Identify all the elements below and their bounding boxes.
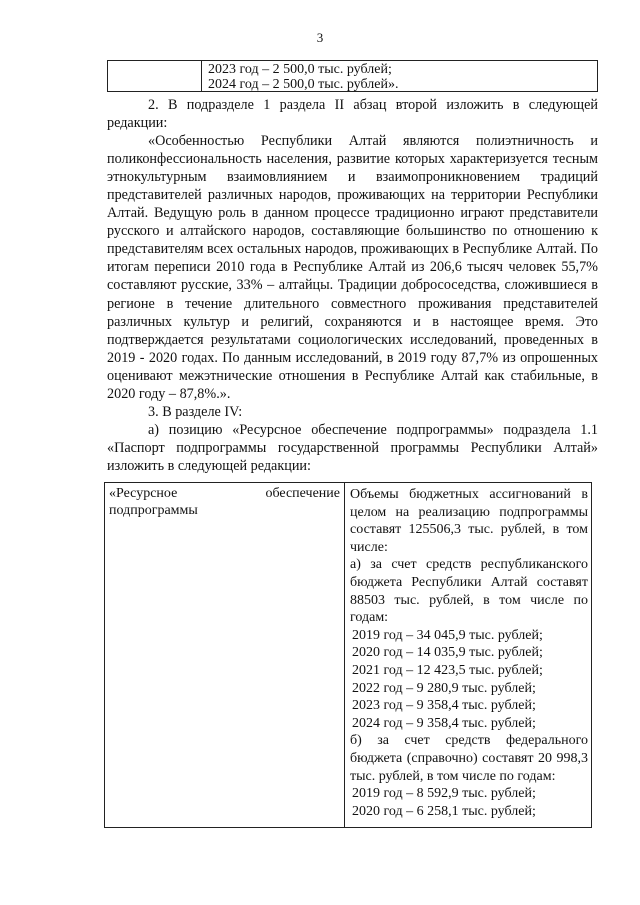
year-line: 2021 год – 12 423,5 тыс. рублей; [352, 662, 543, 678]
page-number: 3 [316, 30, 324, 45]
document-body [107, 96, 598, 475]
funding-line-2023: 2023 год – 2 500,0 тыс. рублей; [208, 62, 392, 77]
year-line: 2023 год – 9 358,4 тыс. рублей; [352, 698, 536, 714]
year-line: 2020 год – 14 035,9 тыс. рублей; [352, 645, 543, 661]
label-word-resource: «Ресурсное [109, 486, 178, 501]
year-line: 2019 год – 8 592,9 тыс. рублей; [352, 786, 536, 802]
year-line: 2024 год – 9 358,4 тыс. рублей; [352, 715, 536, 731]
label-word-subprogram: подпрограммы [109, 502, 198, 518]
funding-intro: Объемы бюджетных ассигнований в целом на реализацию подпрограммы составят 125506,3 тыс. рублей, в том числе: [350, 487, 588, 555]
paragraph-amendment-3a: а) позицию «Ресурсное обеспечение подпрограммы» подраздела 1.1 «Паспорт подпрограммы государственной программы Республики Алтай» изложить в следующей редакции: [107, 421, 598, 474]
continuation-table [107, 60, 598, 92]
resource-provision-table [104, 482, 592, 828]
continuation-table-empty-cell [108, 61, 202, 91]
funding-regional-budget: а) за счет средств республиканского бюджета Республики Алтай составят 88503 тыс. рублей, в том числе по годам: [350, 557, 588, 626]
year-line: 2022 год – 9 280,9 тыс. рублей; [352, 680, 536, 696]
continuation-table-funding-cell [202, 61, 597, 91]
funding-line-2024: 2024 год – 2 500,0 тыс. рублей». [208, 77, 399, 92]
funding-federal-budget: б) за счет средств федерального бюджета (справочно) составят 20 998,3 тыс. рублей, в том числе по годам: [350, 733, 588, 784]
paragraph-amendment-3: 3. В разделе IV: [148, 403, 243, 420]
year-line: 2020 год – 6 258,1 тыс. рублей; [352, 803, 536, 819]
year-line: 2019 год – 34 045,9 тыс. рублей; [352, 627, 543, 643]
paragraph-amendment-2: 2. В подразделе 1 раздела II абзац второй изложить в следующей редакции: [107, 97, 598, 132]
resource-table-label-cell [105, 483, 345, 827]
label-word-provision: обеспечение [265, 486, 340, 501]
paragraph-quoted-text: «Особенностью Республики Алтай являются полиэтничность и поликонфессиональность населения, развитие которых характеризуется тесным этнокультурным взаимовлиянием и взаимопроникновением традиций представителей различных народов, проживающих на территории Республики Алтай. Ведущую роль в данном процессе традиционно играют представители русского и алтайского народов, составляющие большинство по отношению к представителям всех остальных народов, проживающих в Республике Алтай. По итогам переписи 2010 года в Республике Алтай из 206,6 тысяч человек 55,7% составляют русские, 33% – алтайцы. Традиции добрососедства, сложившиеся в регионе в течение длительного совместного проживания представителей различных культур и религий, сохраняются и в настоящее время. Это подтверждается результатами социологических исследований, проведенных в 2019 - 2020 годах. По данным исследований, в 2019 году 87,7% из опрошенных оценивают межэтнические отношения в Республике Алтай как стабильные, в 2020 году – 87,8%.». [107, 133, 598, 402]
resource-table-value-cell [345, 483, 591, 827]
